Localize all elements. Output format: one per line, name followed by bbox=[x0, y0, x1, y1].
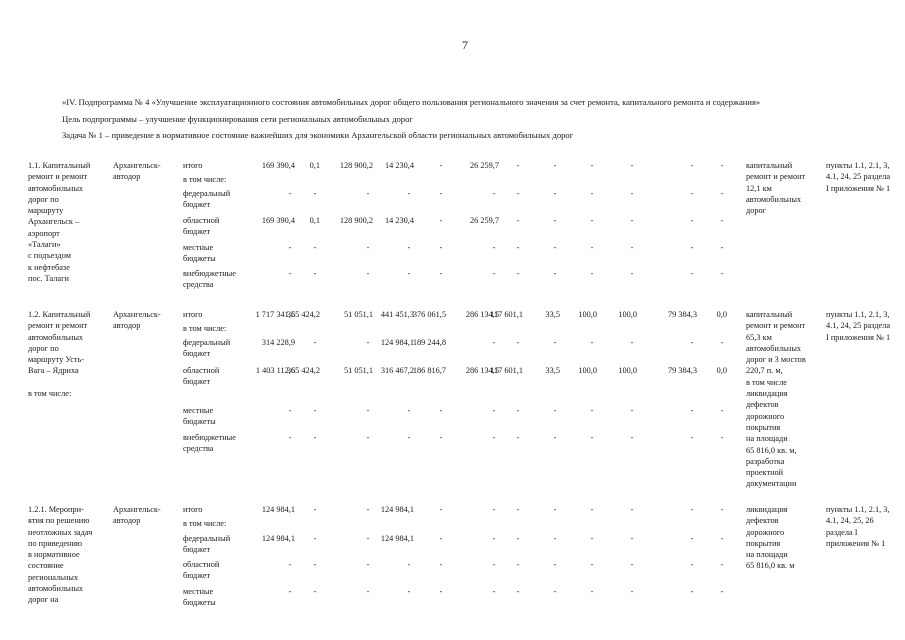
table-cell: - bbox=[516, 406, 520, 415]
table-cell: - bbox=[690, 161, 694, 170]
table-cell: - bbox=[590, 406, 594, 415]
measure-name: 1.2. Капитальный ремонт и ремонт автомобильных дорог по маршруту Усть- Вага – Ядриха bbox=[28, 310, 91, 376]
executor: Архангельск- автодор bbox=[113, 505, 161, 526]
funding-source-label: местные бюджеты bbox=[183, 406, 216, 427]
funding-source-label: местные бюджеты bbox=[183, 243, 216, 264]
table-cell: - bbox=[690, 189, 694, 198]
funding-source-label: итого bbox=[183, 310, 203, 319]
table-cell: - bbox=[516, 243, 520, 252]
table-cell: 100,0 bbox=[618, 310, 637, 319]
table-cell: - bbox=[407, 587, 411, 596]
table-cell: - bbox=[288, 560, 292, 569]
table-cell: - bbox=[590, 587, 594, 596]
table-cell: 79 384,3 bbox=[667, 366, 697, 375]
table-cell: - bbox=[516, 560, 520, 569]
funding-source-label: внебюджетные средства bbox=[183, 269, 236, 290]
table-cell: - bbox=[492, 534, 496, 543]
table-cell: - bbox=[553, 433, 557, 442]
table-cell: - bbox=[630, 560, 634, 569]
table-cell: 26 259,7 bbox=[469, 161, 499, 170]
table-cell: - bbox=[553, 216, 557, 225]
funding-source-label: федеральный бюджет bbox=[183, 189, 231, 210]
funding-source-label: местные бюджеты bbox=[183, 587, 216, 608]
table-cell: - bbox=[366, 534, 370, 543]
table-cell: - bbox=[590, 433, 594, 442]
table-cell: 14 230,4 bbox=[384, 161, 414, 170]
table-cell: - bbox=[366, 505, 370, 514]
table-cell: 124 984,1 bbox=[261, 534, 295, 543]
table-cell: 51 051,1 bbox=[343, 366, 373, 375]
table-cell: - bbox=[407, 189, 411, 198]
funding-source-label: федеральный бюджет bbox=[183, 338, 231, 359]
table-cell: - bbox=[366, 587, 370, 596]
table-cell: 0,0 bbox=[716, 366, 727, 375]
table-cell: 0,1 bbox=[309, 161, 320, 170]
table-cell: - bbox=[690, 269, 694, 278]
table-cell: 169 390,4 bbox=[261, 216, 295, 225]
table-cell: - bbox=[720, 189, 724, 198]
table-cell: - bbox=[288, 269, 292, 278]
table-cell: - bbox=[516, 269, 520, 278]
table-cell: - bbox=[516, 534, 520, 543]
table-cell: - bbox=[366, 243, 370, 252]
table-cell: 100,0 bbox=[578, 310, 597, 319]
measure-name-extra: в том числе: bbox=[28, 389, 72, 398]
table-cell: - bbox=[439, 189, 443, 198]
table-cell: - bbox=[630, 587, 634, 596]
table-cell: - bbox=[553, 243, 557, 252]
funding-source-label: в том числе: bbox=[183, 519, 227, 528]
table-cell: 26 259,7 bbox=[469, 216, 499, 225]
table-cell: - bbox=[590, 189, 594, 198]
table-cell: 124 984,1 bbox=[380, 505, 414, 514]
table-cell: 117 601,1 bbox=[490, 310, 523, 319]
table-cell: - bbox=[590, 534, 594, 543]
table-cell: - bbox=[288, 406, 292, 415]
table-cell: - bbox=[553, 560, 557, 569]
table-cell: - bbox=[516, 505, 520, 514]
table-cell: - bbox=[492, 406, 496, 415]
table-cell: - bbox=[492, 433, 496, 442]
table-cell: - bbox=[516, 587, 520, 596]
table-cell: - bbox=[630, 243, 634, 252]
expected-result: капитальный ремонт и ремонт 65,3 км автомобильных дорог и 3 мостов 220,7 п. м, в том числе ликвидация дефектов дорожного покрытия на площади 65 816,0 кв. м, разработка проектной документации bbox=[746, 310, 806, 489]
table-cell: - bbox=[439, 406, 443, 415]
task-heading: Задача № 1 – приведение в нормативное состояние важнейших для экономики Архангельской области региональных автомобильных дорог bbox=[62, 130, 574, 140]
table-cell: - bbox=[439, 505, 443, 514]
table-cell: 1 403 112,6 bbox=[255, 366, 295, 375]
table-cell: - bbox=[439, 560, 443, 569]
table-cell: - bbox=[690, 338, 694, 347]
table-cell: 100,0 bbox=[618, 366, 637, 375]
funding-source-label: итого bbox=[183, 161, 203, 170]
measure-name: 1.1. Капитальный ремонт и ремонт автомобильных дорог по маршруту Архангельск – аэропорт «Талаги» с подъездом к нефтебазе пос. Талаги bbox=[28, 161, 91, 283]
measure-name: 1.2.1. Меропри- ятия по решению неотложных задач по приведению в нормативное состояние региональных автомобильных дорог на bbox=[28, 505, 93, 605]
table-cell: - bbox=[630, 269, 634, 278]
table-cell: 441 451,3 bbox=[380, 310, 414, 319]
table-cell: - bbox=[553, 269, 557, 278]
table-cell: - bbox=[288, 587, 292, 596]
table-cell: 316 467,2 bbox=[380, 366, 414, 375]
table-cell: 124 984,1 bbox=[380, 534, 414, 543]
table-cell: 0,0 bbox=[716, 310, 727, 319]
table-cell: 124 984,1 bbox=[380, 338, 414, 347]
points-reference: пункты 1.1, 2.1, 3, 4.1, 24, 25 раздела I приложения № 1 bbox=[826, 310, 891, 342]
table-cell: - bbox=[313, 534, 317, 543]
executor: Архангельск- автодор bbox=[113, 310, 161, 331]
table-cell: - bbox=[690, 243, 694, 252]
funding-source-label: внебюджетные средства bbox=[183, 433, 236, 454]
table-cell: - bbox=[590, 505, 594, 514]
table-cell: - bbox=[590, 216, 594, 225]
table-cell: 128 900,2 bbox=[339, 161, 373, 170]
table-cell: - bbox=[630, 433, 634, 442]
table-cell: - bbox=[313, 243, 317, 252]
table-cell: - bbox=[439, 216, 443, 225]
table-cell: - bbox=[313, 269, 317, 278]
table-cell: - bbox=[313, 433, 317, 442]
table-cell: - bbox=[407, 560, 411, 569]
funding-source-label: в том числе: bbox=[183, 175, 227, 184]
table-cell: - bbox=[720, 587, 724, 596]
table-cell: - bbox=[313, 560, 317, 569]
table-cell: - bbox=[630, 338, 634, 347]
funding-source-label: областной бюджет bbox=[183, 366, 220, 387]
table-cell: - bbox=[366, 338, 370, 347]
table-cell: 14 230,4 bbox=[384, 216, 414, 225]
table-cell: - bbox=[407, 243, 411, 252]
table-cell: - bbox=[516, 433, 520, 442]
table-cell: - bbox=[720, 161, 724, 170]
table-cell: 286 134,5 bbox=[465, 366, 499, 375]
table-cell: 33,5 bbox=[545, 310, 560, 319]
table-cell: - bbox=[288, 433, 292, 442]
table-cell: - bbox=[492, 587, 496, 596]
table-cell: - bbox=[590, 243, 594, 252]
subprogram-heading: «IV. Подпрограмма № 4 «Улучшение эксплуатационного состояния автомобильных дорог общего пользования регионального значения за счет ремонта, капитального ремонта и содержания» bbox=[62, 97, 761, 107]
table-cell: - bbox=[492, 269, 496, 278]
expected-result: ликвидация дефектов дорожного покрытия на площади 65 816,0 кв. м bbox=[746, 505, 795, 571]
table-cell: - bbox=[516, 338, 520, 347]
table-cell: - bbox=[690, 534, 694, 543]
table-cell: 124 984,1 bbox=[261, 505, 295, 514]
table-cell: - bbox=[630, 406, 634, 415]
table-cell: - bbox=[313, 338, 317, 347]
table-cell: 79 384,3 bbox=[667, 310, 697, 319]
table-cell: - bbox=[288, 243, 292, 252]
table-cell: - bbox=[553, 505, 557, 514]
table-cell: - bbox=[630, 505, 634, 514]
funding-source-label: итого bbox=[183, 505, 203, 514]
table-cell: - bbox=[366, 433, 370, 442]
table-cell: - bbox=[492, 560, 496, 569]
table-cell: - bbox=[590, 161, 594, 170]
table-cell: - bbox=[690, 406, 694, 415]
table-cell: - bbox=[720, 505, 724, 514]
table-cell: - bbox=[690, 505, 694, 514]
table-cell: 189 244,8 bbox=[412, 338, 446, 347]
table-cell: - bbox=[553, 161, 557, 170]
table-cell: - bbox=[366, 406, 370, 415]
table-cell: - bbox=[407, 406, 411, 415]
table-cell: 365 424,2 bbox=[286, 366, 320, 375]
table-cell: - bbox=[720, 534, 724, 543]
table-cell: 169 390,4 bbox=[261, 161, 295, 170]
table-cell: 33,5 bbox=[545, 366, 560, 375]
table-cell: - bbox=[407, 269, 411, 278]
table-cell: - bbox=[313, 505, 317, 514]
table-cell: - bbox=[439, 161, 443, 170]
table-cell: - bbox=[288, 189, 292, 198]
table-cell: 117 601,1 bbox=[490, 366, 523, 375]
table-cell: 186 816,7 bbox=[412, 366, 446, 375]
table-cell: - bbox=[439, 269, 443, 278]
table-cell: - bbox=[630, 534, 634, 543]
table-cell: 314 228,9 bbox=[261, 338, 295, 347]
table-cell: 0,1 bbox=[309, 216, 320, 225]
table-cell: 1 717 341,5 bbox=[255, 310, 295, 319]
table-cell: - bbox=[720, 406, 724, 415]
table-cell: - bbox=[720, 269, 724, 278]
table-cell: - bbox=[690, 216, 694, 225]
table-cell: - bbox=[407, 433, 411, 442]
table-cell: - bbox=[720, 433, 724, 442]
table-cell: 365 424,2 bbox=[286, 310, 320, 319]
expected-result: капитальный ремонт и ремонт 12,1 км автомобильных дорог bbox=[746, 161, 806, 216]
funding-source-label: в том числе: bbox=[183, 324, 227, 333]
funding-source-label: областной бюджет bbox=[183, 560, 220, 581]
points-reference: пункты 1.1, 2.1, 3, 4.1, 24, 25 раздела I приложения № 1 bbox=[826, 161, 891, 193]
table-cell: 376 061,5 bbox=[412, 310, 446, 319]
table-cell: - bbox=[690, 587, 694, 596]
table-cell: - bbox=[690, 560, 694, 569]
page-number: 7 bbox=[462, 38, 468, 52]
table-cell: - bbox=[492, 505, 496, 514]
points-reference: пункты 1.1, 2.1, 3, 4.1, 24, 25, 26 раздела I приложения № 1 bbox=[826, 505, 890, 548]
table-cell: - bbox=[630, 216, 634, 225]
table-cell: - bbox=[439, 433, 443, 442]
table-cell: - bbox=[553, 406, 557, 415]
table-cell: - bbox=[516, 189, 520, 198]
table-cell: - bbox=[720, 560, 724, 569]
table-cell: - bbox=[690, 433, 694, 442]
table-cell: - bbox=[366, 560, 370, 569]
table-cell: - bbox=[553, 189, 557, 198]
table-cell: - bbox=[492, 243, 496, 252]
table-cell: - bbox=[720, 338, 724, 347]
subprogram-goal: Цель подпрограммы – улучшение функционирования сети региональных автомобильных дорог bbox=[62, 114, 413, 124]
table-cell: - bbox=[553, 587, 557, 596]
table-cell: - bbox=[439, 534, 443, 543]
table-cell: 51 051,1 bbox=[343, 310, 373, 319]
table-cell: 100,0 bbox=[578, 366, 597, 375]
executor: Архангельск- автодор bbox=[113, 161, 161, 182]
table-cell: - bbox=[630, 189, 634, 198]
table-cell: - bbox=[720, 216, 724, 225]
table-cell: - bbox=[439, 243, 443, 252]
table-cell: - bbox=[439, 587, 443, 596]
table-cell: - bbox=[313, 587, 317, 596]
table-cell: - bbox=[366, 189, 370, 198]
table-cell: - bbox=[553, 534, 557, 543]
table-cell: - bbox=[630, 161, 634, 170]
funding-source-label: областной бюджет bbox=[183, 216, 220, 237]
table-cell: - bbox=[313, 189, 317, 198]
table-cell: - bbox=[492, 338, 496, 347]
table-cell: - bbox=[516, 216, 520, 225]
table-cell: - bbox=[313, 406, 317, 415]
table-cell: - bbox=[720, 243, 724, 252]
table-cell: - bbox=[590, 338, 594, 347]
funding-source-label: федеральный бюджет bbox=[183, 534, 231, 555]
table-cell: - bbox=[492, 189, 496, 198]
table-cell: - bbox=[553, 338, 557, 347]
table-cell: 286 134,5 bbox=[465, 310, 499, 319]
table-cell: - bbox=[516, 161, 520, 170]
table-cell: - bbox=[590, 560, 594, 569]
table-cell: - bbox=[590, 269, 594, 278]
table-cell: 128 900,2 bbox=[339, 216, 373, 225]
table-cell: - bbox=[366, 269, 370, 278]
